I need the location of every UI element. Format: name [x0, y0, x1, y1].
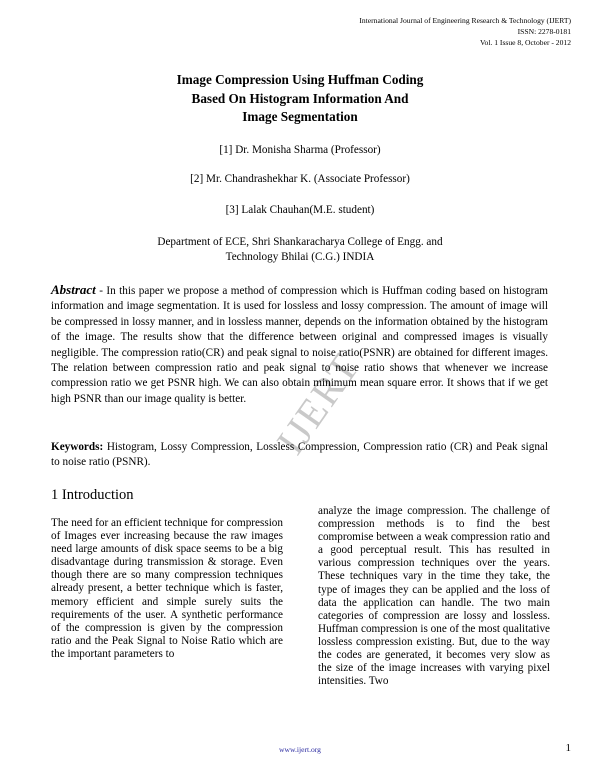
intro-paragraph-right: analyze the image compression. The challenge of compression methods is to find the best compromise between a weak compression ratio and a good perceptual result. This has resulted in various compression techniques over the years. These techniques vary in the time they take, the type of images they can be applied and the loss of data the application can handle. The two main categories of compression are lossy and lossless. Huffman compression is one of the most qualitative lossless compression existing. But, due to the way the codes are generated, it becomes very slow as the size of the image increases with varying pixel intensities. Two: [318, 505, 550, 688]
left-column: [51, 517, 283, 661]
footer-url[interactable]: www.ijert.org: [279, 745, 321, 754]
author-1: [1] Dr. Monisha Sharma (Professor): [219, 144, 381, 156]
section-heading-introduction: 1 Introduction: [51, 487, 134, 503]
intro-paragraph-left: The need for an efficient technique for compression of Images ever increasing because the raw images need large amounts of disk space seems to be a big disadvantage during transmission & storage. Even though there are so many compression techniques already present, a better technique which is faster, memory efficient and simple surely suits the requirements of the user. A synthetic performance of the compression is given by the compression ratio and the Peak Signal to Noise Ratio which are the important parameters to: [51, 517, 283, 660]
abstract: [51, 282, 548, 407]
title-line-3: Image Segmentation: [242, 109, 358, 124]
keywords-label: Keywords:: [51, 441, 104, 453]
affiliation-line-1: Department of ECE, Shri Shankaracharya College of Engg. and: [157, 236, 443, 248]
journal-header: [359, 15, 571, 49]
affiliation-line-2: Technology Bhilai (C.G.) INDIA: [225, 251, 375, 263]
title-line-2: Based On Histogram Information And: [191, 90, 409, 106]
right-column: [318, 505, 550, 688]
page-number: 1: [565, 742, 571, 754]
journal-issn: ISSN: 2278-0181: [517, 27, 571, 37]
abstract-text: - In this paper we propose a method of compression which is Huffman coding based on histogram information and image segmentation. It is used for lossless and lossy compression. The amount of image will be compressed in lossy manner, and in lossless manner, depends on the information obtained by the histogram of the image. The results show that the difference between original and compressed images is visually negligible. The compression ratio(CR) and peak signal to noise ratio(PSNR) are obtained for different images. The relation between compression ratio and peak signal to noise ratio shows that whenever we increase compression ratio we get PSNR high. We can also obtain minimum mean square error. It shows that if we get high PSNR than our image quality is better.: [51, 285, 548, 405]
author-2: [2] Mr. Chandrashekhar K. (Associate Professor): [190, 173, 410, 185]
watermark: IJERT: [267, 344, 369, 463]
keywords: [51, 440, 548, 471]
affiliation: [120, 235, 480, 265]
title-line-1: Image Compression Using Huffman Coding: [176, 72, 424, 87]
author-3: [3] Lalak Chauhan(M.E. student): [225, 204, 375, 216]
paper-title: [60, 71, 540, 127]
journal-volume: Vol. 1 Issue 8, October - 2012: [480, 38, 571, 48]
keywords-text: Histogram, Lossy Compression, Lossless Compression, Compression ratio (CR) and Peak signal to noise ratio (PSNR).: [51, 441, 548, 469]
abstract-label: Abstract: [51, 282, 96, 297]
journal-name: International Journal of Engineering Research & Technology (IJERT): [359, 16, 571, 25]
